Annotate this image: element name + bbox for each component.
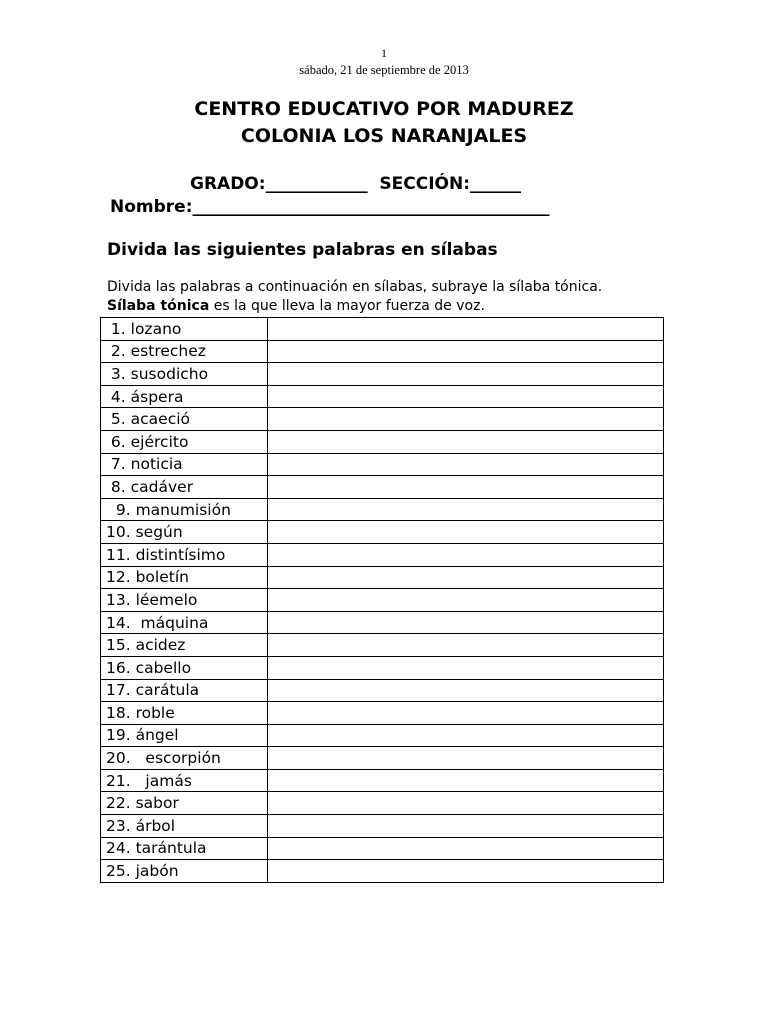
- answer-cell[interactable]: [268, 634, 664, 657]
- word-cell: 13. léemelo: [101, 589, 268, 612]
- table-row: [101, 860, 664, 883]
- school-location: COLONIA LOS NARANJALES: [240, 125, 528, 147]
- answer-cell[interactable]: [268, 363, 664, 386]
- school-name: CENTRO EDUCATIVO POR MADUREZ: [194, 98, 574, 120]
- word-cell: 10. según: [101, 521, 268, 544]
- table-row: [101, 679, 664, 702]
- name-label: Nombre:: [110, 197, 193, 217]
- word-cell: 17. carátula: [101, 679, 268, 702]
- section-label: SECCIÓN:: [379, 174, 471, 194]
- word-cell: 6. ejército: [101, 430, 268, 453]
- table-row: [101, 453, 664, 476]
- table-row: [101, 656, 664, 679]
- table-row: [101, 521, 664, 544]
- table-row: [101, 408, 664, 431]
- word-cell: 15. acidez: [101, 634, 268, 657]
- grade-blank: ____________: [265, 174, 368, 194]
- word-cell: 1. lozano: [101, 318, 268, 341]
- table-row: [101, 815, 664, 838]
- answer-cell[interactable]: [268, 769, 664, 792]
- table-row: [101, 543, 664, 566]
- answer-cell[interactable]: [268, 521, 664, 544]
- answer-cell[interactable]: [268, 408, 664, 431]
- word-cell: 25. jabón: [101, 860, 268, 883]
- words-table: [100, 317, 664, 883]
- word-cell: 21. jamás: [101, 769, 268, 792]
- answer-cell[interactable]: [268, 543, 664, 566]
- table-row: [101, 769, 664, 792]
- section-blank: ______: [470, 174, 522, 194]
- word-cell: 2. estrechez: [101, 340, 268, 363]
- word-cell: 20. escorpión: [101, 747, 268, 770]
- name-blank: __________________________________________: [192, 197, 550, 217]
- word-cell: 19. ángel: [101, 724, 268, 747]
- word-cell: 12. boletín: [101, 566, 268, 589]
- answer-cell[interactable]: [268, 453, 664, 476]
- answer-cell[interactable]: [268, 385, 664, 408]
- table-row: [101, 430, 664, 453]
- table-row: [101, 837, 664, 860]
- word-cell: 11. distintísimo: [101, 543, 268, 566]
- word-cell: 24. tarántula: [101, 837, 268, 860]
- table-row: [101, 340, 664, 363]
- table-row: [101, 792, 664, 815]
- table-row: [101, 385, 664, 408]
- answer-cell[interactable]: [268, 318, 664, 341]
- date-line: sábado, 21 de septiembre de 2013: [299, 63, 469, 77]
- answer-cell[interactable]: [268, 837, 664, 860]
- page-number: 1: [381, 46, 387, 60]
- answer-cell[interactable]: [268, 589, 664, 612]
- table-row: [101, 634, 664, 657]
- answer-cell[interactable]: [268, 430, 664, 453]
- answer-cell[interactable]: [268, 702, 664, 725]
- word-cell: 14. máquina: [101, 611, 268, 634]
- word-cell: 8. cadáver: [101, 476, 268, 499]
- answer-cell[interactable]: [268, 860, 664, 883]
- answer-cell[interactable]: [268, 679, 664, 702]
- word-cell: 9. manumisión: [101, 498, 268, 521]
- word-cell: 16. cabello: [101, 656, 268, 679]
- answer-cell[interactable]: [268, 724, 664, 747]
- table-row: [101, 566, 664, 589]
- word-cell: 18. roble: [101, 702, 268, 725]
- table-row: [101, 589, 664, 612]
- table-row: [101, 318, 664, 341]
- answer-cell[interactable]: [268, 340, 664, 363]
- table-row: [101, 363, 664, 386]
- answer-cell[interactable]: [268, 498, 664, 521]
- grade-section-line: [190, 174, 521, 194]
- exercise-heading: Divida las siguientes palabras en sílabas: [107, 240, 498, 260]
- word-cell: 5. acaeció: [101, 408, 268, 431]
- word-cell: 22. sabor: [101, 792, 268, 815]
- word-cell: 23. árbol: [101, 815, 268, 838]
- answer-cell[interactable]: [268, 656, 664, 679]
- grade-label: GRADO:: [190, 174, 266, 194]
- answer-cell[interactable]: [268, 792, 664, 815]
- answer-cell[interactable]: [268, 611, 664, 634]
- instructions-term: Sílaba tónica: [107, 298, 210, 314]
- word-cell: 3. susodicho: [101, 363, 268, 386]
- name-line: [110, 197, 550, 217]
- instructions-line-2: [107, 298, 485, 314]
- instructions-line-1: Divida las palabras a continuación en sílabas, subraye la sílaba tónica.: [107, 279, 603, 295]
- table-row: [101, 476, 664, 499]
- instructions-definition: es la que lleva la mayor fuerza de voz.: [209, 298, 485, 314]
- table-row: [101, 724, 664, 747]
- word-cell: 4. áspera: [101, 385, 268, 408]
- answer-cell[interactable]: [268, 566, 664, 589]
- table-row: [101, 611, 664, 634]
- answer-cell[interactable]: [268, 476, 664, 499]
- answer-cell[interactable]: [268, 747, 664, 770]
- table-row: [101, 702, 664, 725]
- table-row: [101, 498, 664, 521]
- answer-cell[interactable]: [268, 815, 664, 838]
- table-row: [101, 747, 664, 770]
- word-cell: 7. noticia: [101, 453, 268, 476]
